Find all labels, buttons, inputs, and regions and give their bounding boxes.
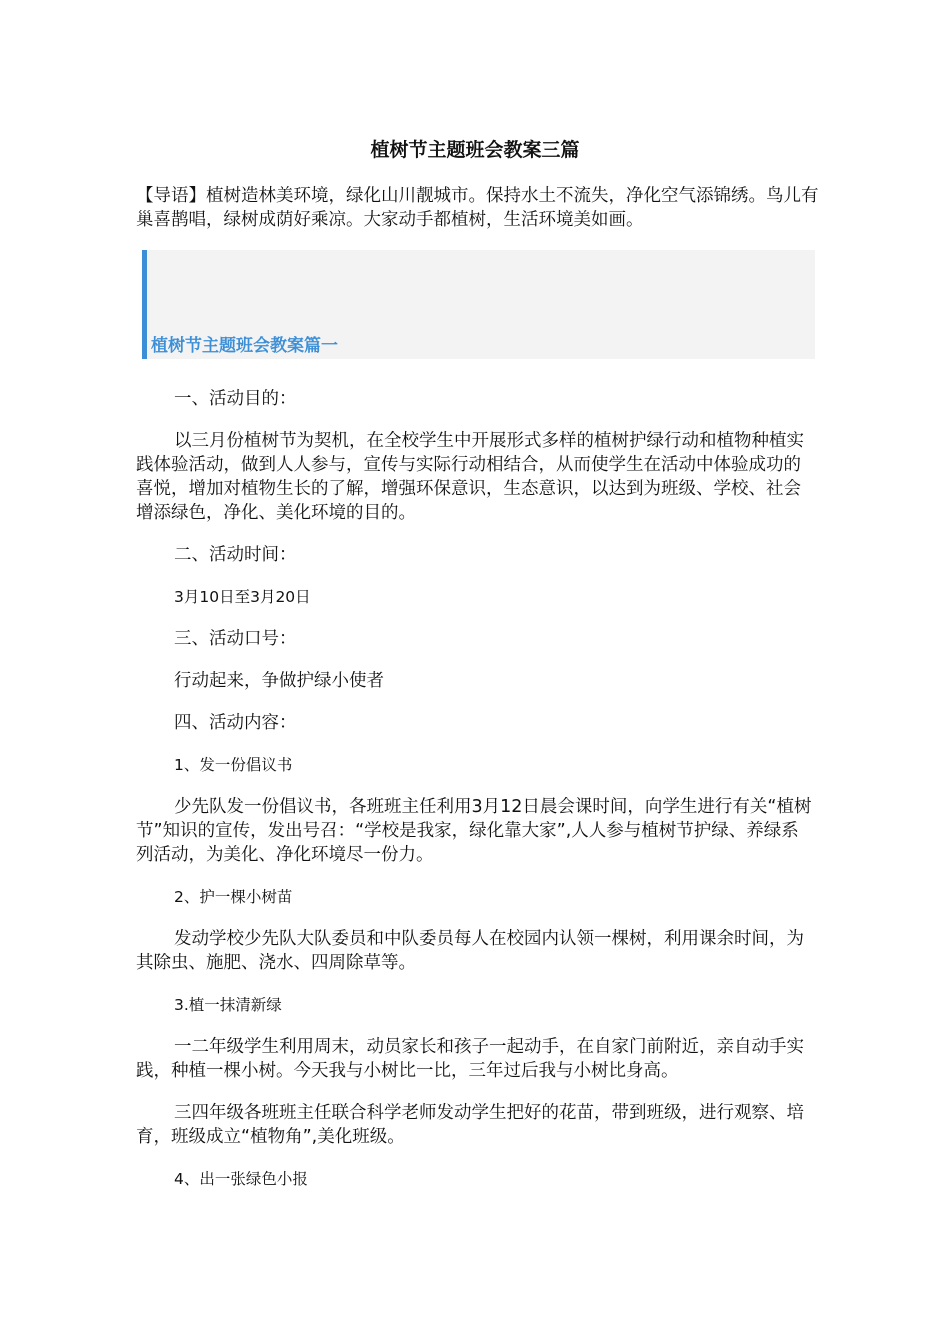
section-heading: 植树节主题班会教案篇一 (151, 336, 338, 356)
document-title: 植树节主题班会教案三篇 (370, 139, 580, 161)
heading-activity-content: 四、活动内容： (174, 713, 297, 733)
paragraph-activity-time: 3月10日至3月20日 (174, 588, 311, 606)
subheading-proposal: 1、发一份倡议书 (174, 756, 293, 774)
subheading-protect-sapling: 2、护一棵小树苗 (174, 888, 293, 906)
paragraph-activity-slogan: 行动起来，争做护绿小使者 (174, 671, 384, 691)
subheading-green-newspaper: 4、出一张绿色小报 (174, 1170, 308, 1188)
subheading-plant-green: 3.植一抹清新绿 (174, 996, 282, 1014)
paragraph-protect-sapling: 发动学校少先队大队委员和中队委员每人在校园内认领一棵树，利用课余时间，为其除虫、施肥、浇水、四周除草等。 (136, 929, 804, 973)
heading-activity-slogan: 三、活动口号： (174, 629, 297, 649)
paragraph-plant-green-grade12: 一二年级学生利用周末，动员家长和孩子一起动手，在自家门前附近，亲自动手实践，种植一棵小树。今天我与小树比一比，三年过后我与小树比身高。 (136, 1037, 804, 1081)
intro-paragraph: 【导语】植树造林美环境，绿化山川靓城市。保持水土不流失，净化空气添锦绣。鸟儿有巢喜鹊唱，绿树成荫好乘凉。大家动手都植树，生活环境美如画。 (136, 186, 819, 230)
heading-activity-time: 二、活动时间： (174, 545, 297, 565)
paragraph-plant-green-grade34: 三四年级各班班主任联合科学老师发动学生把好的花苗，带到班级，进行观察、培育，班级成立“植物角”,美化班级。 (136, 1103, 804, 1147)
section-heading-box (142, 250, 815, 359)
heading-activity-purpose: 一、活动目的： (174, 389, 297, 409)
paragraph-proposal: 少先队发一份倡议书，各班班主任利用3月12日晨会课时间，向学生进行有关“植树节”知识的宣传，发出号召：“学校是我家，绿化靠大家”,人人参与植树节护绿、养绿系列活动，为美化、净化环境尽一份力。 (136, 797, 812, 865)
paragraph-activity-purpose: 以三月份植树节为契机，在全校学生中开展形式多样的植树护绿行动和植物种植实践体验活动，做到人人参与，宣传与实际行动相结合，从而使学生在活动中体验成功的喜悦，增加对植物生长的了解，增强环保意识，生态意识，以达到为班级、学校、社会增添绿色，净化、美化环境的目的。 (136, 431, 804, 523)
document-body (136, 387, 816, 1209)
